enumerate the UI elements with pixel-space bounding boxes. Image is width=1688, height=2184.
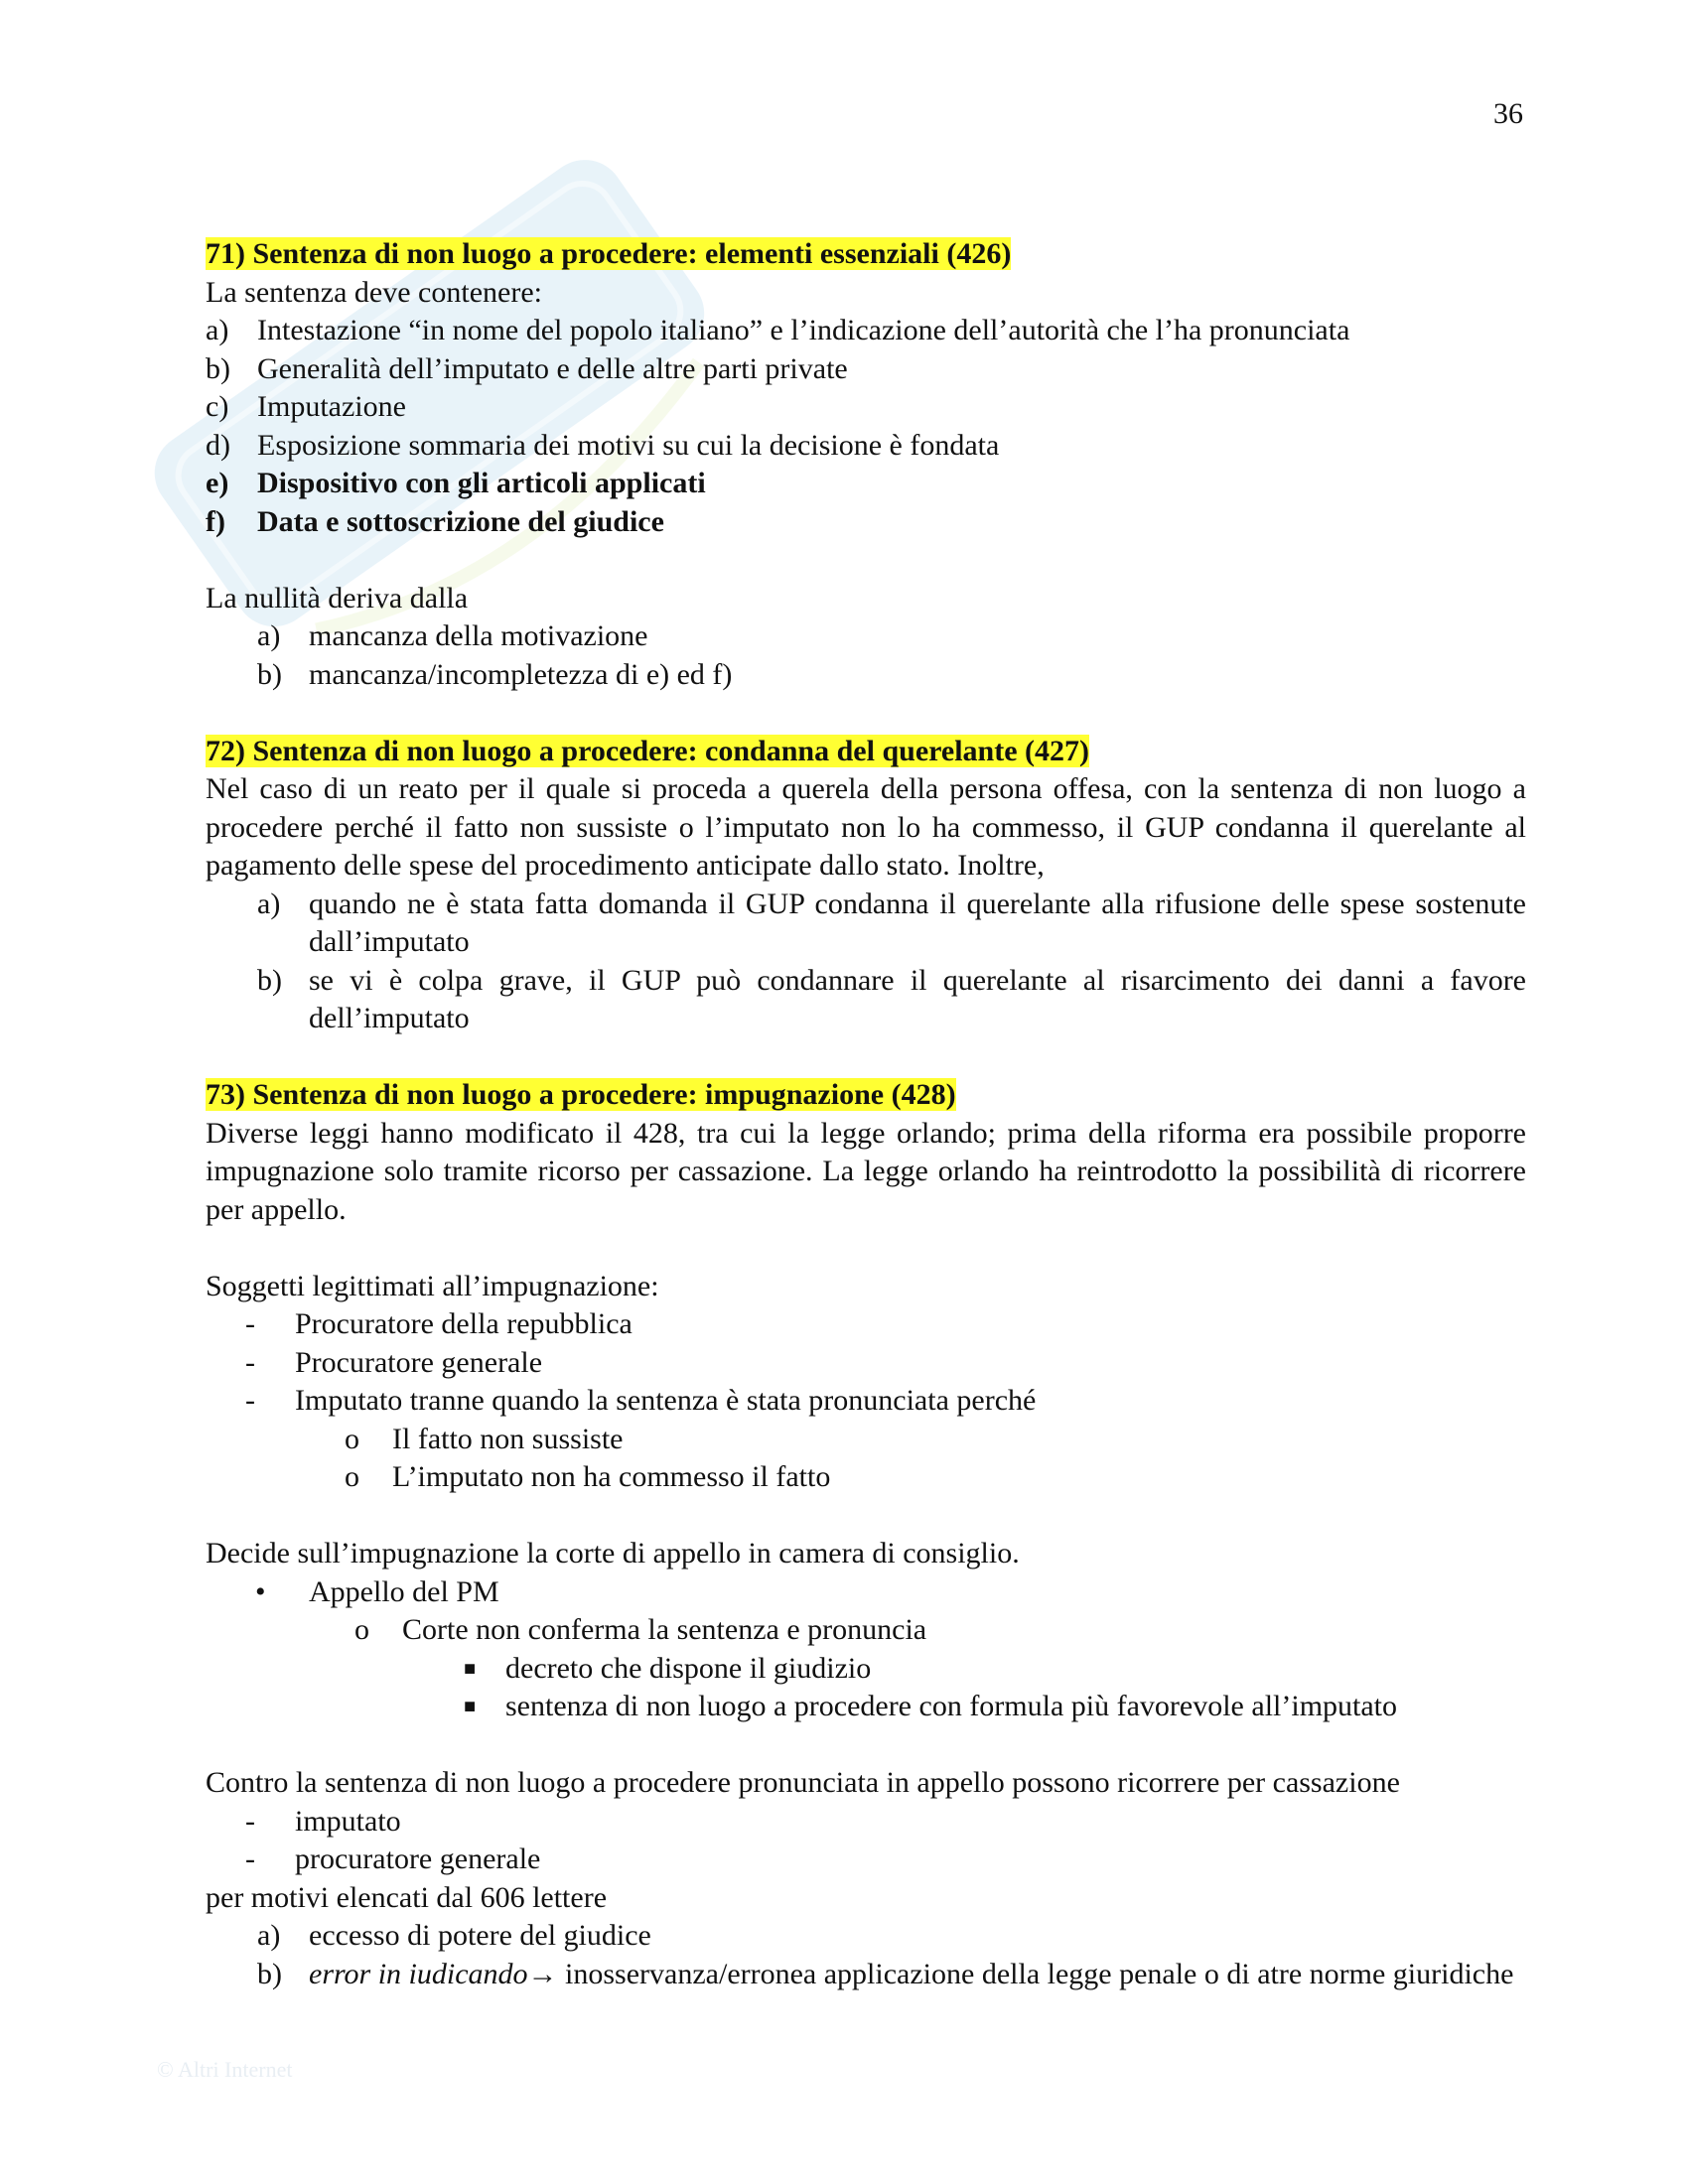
contro-text: Contro la sentenza di non luogo a procedere pronunciata in appello possono ricorrere per cassazione [206, 1766, 1400, 1799]
section-73-paragraph: Diverse leggi hanno modificato il 428, tra cui la legge orlando; prima della riforma era possibile proporre impugnazione solo tramite ricorso per cassazione. La legge orlando ha reintrodotto la possibilità di ricorrere per appello. [206, 1116, 1526, 1226]
list-text: mancanza della motivazione [309, 619, 648, 652]
list-item [206, 617, 1526, 656]
list-item [206, 1344, 1526, 1383]
list-item [206, 886, 1526, 962]
list-label: a) [257, 1919, 281, 1952]
list-text: Il fatto non sussiste [392, 1422, 624, 1455]
list-label: b) [257, 657, 282, 691]
list-item [206, 1611, 1526, 1650]
list-label: d) [206, 428, 230, 462]
list-label: b) [257, 963, 282, 997]
list-text: Esposizione sommaria dei motivi su cui la decisione è fondata [257, 428, 1000, 462]
list-item [206, 427, 1526, 466]
circle-marker: o [345, 1460, 359, 1493]
section-73-heading [206, 1076, 1526, 1115]
list-text: Procuratore della repubblica [295, 1307, 633, 1340]
soggetti-intro: Soggetti legittimati all’impugnazione: [206, 1269, 659, 1302]
list-item [206, 1956, 1526, 1994]
list-text-rest: inosservanza/erronea applicazione della legge penale o di atre norme giuridiche [557, 1957, 1514, 1990]
list-label: b) [206, 351, 230, 385]
list-item [206, 503, 1526, 542]
list-item [206, 1917, 1526, 1956]
list-text: decreto che dispone il giudizio [505, 1651, 872, 1685]
list-text: Imputazione [257, 390, 406, 423]
list-item [206, 1688, 1526, 1726]
list-text: Imputato tranne quando la sentenza è stata pronunciata perché [295, 1384, 1037, 1417]
dash-marker: - [245, 1843, 255, 1875]
list-text: mancanza/incompletezza di e) ed f) [309, 657, 733, 691]
list-item [206, 350, 1526, 389]
circle-marker: o [354, 1613, 369, 1646]
list-text: Corte non conferma la sentenza e pronuncia [402, 1613, 927, 1646]
latin-term: error in iudicando [309, 1957, 528, 1990]
list-text: sentenza di non luogo a procedere con formula più favorevole all’imputato [505, 1690, 1398, 1722]
section-72-heading [206, 733, 1526, 771]
section-71-heading-text: 71) Sentenza di non luogo a procedere: elementi essenziali (426) [206, 237, 1012, 270]
page-number: 36 [1493, 97, 1523, 130]
list-label: b) [257, 1957, 282, 1990]
section-71-intro: La sentenza deve contenere: [206, 275, 542, 309]
list-item [206, 1841, 1526, 1879]
list-text: Procuratore generale [295, 1345, 543, 1379]
list-item [206, 312, 1526, 350]
section-71-heading [206, 235, 1526, 274]
list-item [206, 962, 1526, 1038]
list-item [206, 1573, 1526, 1612]
dash-marker: - [245, 1345, 255, 1379]
list-text: Appello del PM [309, 1574, 499, 1608]
list-text: L’imputato non ha commesso il fatto [392, 1460, 831, 1493]
list-label: e) [206, 467, 229, 499]
list-item [206, 465, 1526, 503]
list-text: eccesso di potere del giudice [309, 1919, 651, 1952]
list-text: se vi è colpa grave, il GUP può condannare il querelante al risarcimento dei danni a favore dell’imputato [309, 963, 1526, 1034]
circle-marker: o [345, 1422, 359, 1455]
list-text: Data e sottoscrizione del giudice [257, 504, 664, 538]
section-72-paragraph: Nel caso di un reato per il quale si proceda a querela della persona offesa, con la sentenza di non luogo a procedere perché il fatto non sussiste o l’imputato non lo ha commesso, il GUP condanna il querelante al pagamento delle spese del procedimento anticipate dallo stato. Inoltre, [206, 772, 1526, 882]
nullity-intro: La nullità deriva dalla [206, 581, 469, 614]
list-text: procuratore generale [295, 1843, 541, 1875]
list-item [206, 1421, 1526, 1459]
section-72-heading-text: 72) Sentenza di non luogo a procedere: condanna del querelante (427) [206, 734, 1090, 767]
document-body [206, 235, 1526, 1993]
arrow-glyph: → [527, 1957, 558, 1990]
footer-watermark-text: © Altri Internet [157, 2057, 293, 2082]
list-label: c) [206, 390, 229, 423]
dash-marker: - [245, 1804, 255, 1838]
list-item [206, 1803, 1526, 1842]
list-item [206, 1382, 1526, 1421]
list-item [206, 1305, 1526, 1344]
list-item [206, 1650, 1526, 1689]
list-item [206, 1458, 1526, 1497]
list-text: Dispositivo con gli articoli applicati [257, 467, 706, 499]
dash-marker: - [245, 1307, 255, 1340]
list-label: a) [206, 314, 229, 346]
list-label: a) [257, 887, 281, 920]
list-label: f) [206, 504, 225, 538]
motivi-text: per motivi elencati dal 606 lettere [206, 1880, 608, 1914]
square-marker: ■ [464, 1657, 477, 1680]
section-73-heading-text: 73) Sentenza di non luogo a procedere: impugnazione (428) [206, 1078, 956, 1111]
bullet-marker: • [255, 1574, 266, 1608]
square-marker: ■ [464, 1696, 477, 1717]
list-item [206, 388, 1526, 427]
list-text: imputato [295, 1804, 401, 1838]
list-item [206, 656, 1526, 695]
list-text [309, 1956, 1513, 1994]
dash-marker: - [245, 1384, 255, 1417]
decide-text: Decide sull’impugnazione la corte di appello in camera di consiglio. [206, 1537, 1020, 1570]
list-text: Intestazione “in nome del popolo italiano” e l’indicazione dell’autorità che l’ha pronunciata [257, 314, 1350, 346]
list-text: quando ne è stata fatta domanda il GUP condanna il querelante alla rifusione delle spese sostenute dall’imputato [309, 887, 1526, 958]
list-text: Generalità dell’imputato e delle altre parti private [257, 351, 848, 385]
list-label: a) [257, 619, 281, 652]
